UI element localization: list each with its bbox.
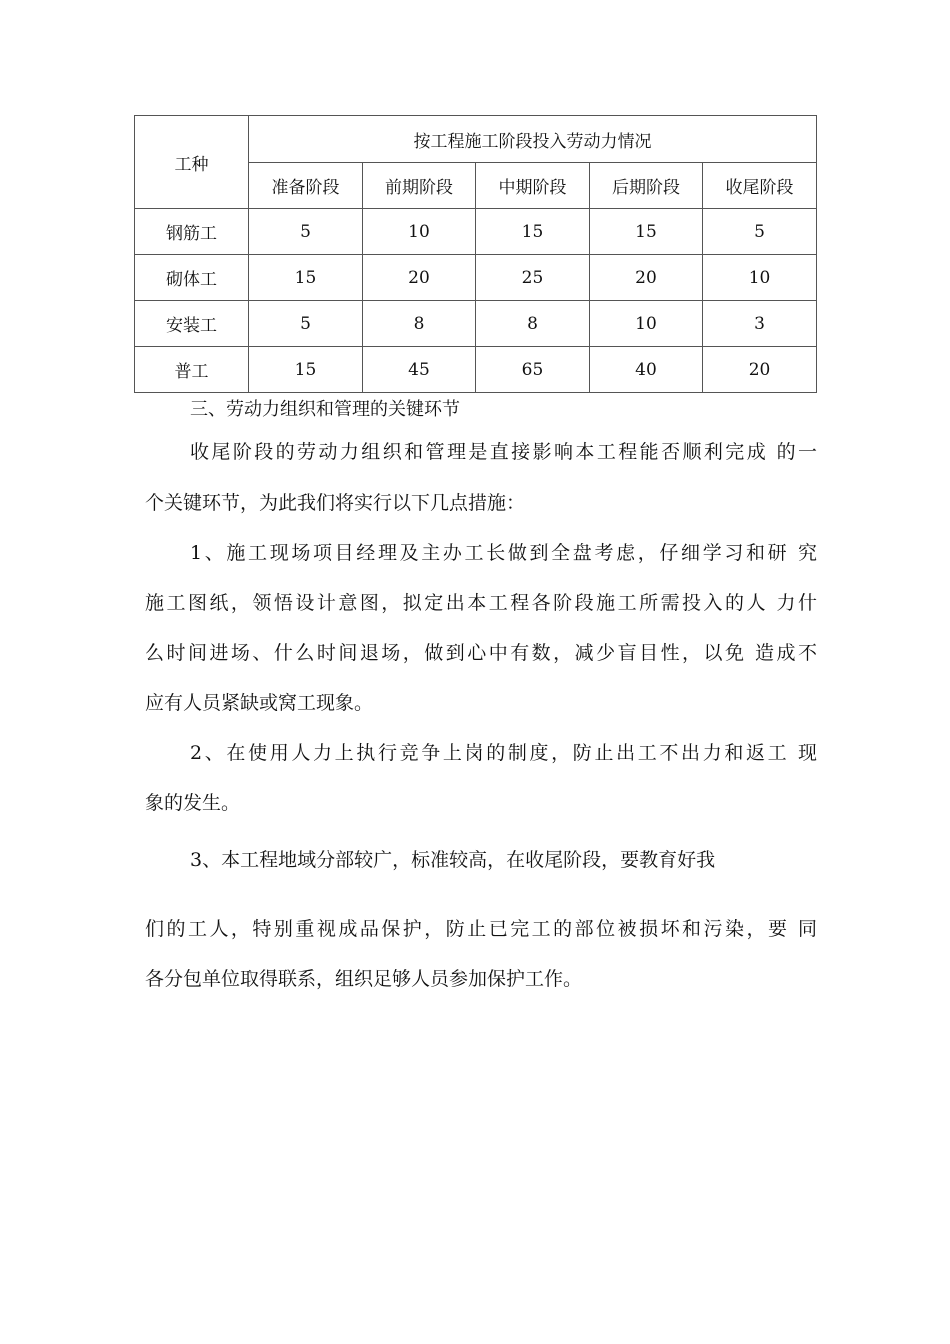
- trade-name: 砌体工: [135, 255, 249, 301]
- paragraph-line: 3、本工程地域分部较广，标准较高，在收尾阶段，要教育好我: [190, 849, 716, 871]
- stage-header: 前期阶段: [363, 163, 476, 209]
- table-cell: 15: [249, 347, 363, 393]
- table-cell: 5: [249, 209, 363, 255]
- paragraph-line: 1、施工现场项目经理及主办工长做到全盘考虑，仔细学习和研 究: [190, 542, 817, 564]
- table-cell: 5: [249, 301, 363, 347]
- paragraph-line: 个关键环节，为此我们将实行以下几点措施：: [145, 492, 526, 514]
- table-cell: 65: [476, 347, 590, 393]
- stage-header: 后期阶段: [590, 163, 703, 209]
- paragraph-line: 施工图纸，领悟设计意图，拟定出本工程各阶段施工所需投入的人 力什: [145, 592, 817, 614]
- table-cell: 10: [590, 301, 703, 347]
- table-cell: 3: [703, 301, 817, 347]
- stage-group-header: 按工程施工阶段投入劳动力情况: [249, 116, 817, 163]
- section-heading: 三、劳动力组织和管理的关键环节: [190, 399, 460, 420]
- table-cell: 15: [249, 255, 363, 301]
- table-cell: 15: [590, 209, 703, 255]
- trade-name: 钢筋工: [135, 209, 249, 255]
- stage-header: 准备阶段: [249, 163, 363, 209]
- trade-name: 普工: [135, 347, 249, 393]
- table-cell: 10: [703, 255, 817, 301]
- paragraph-line: 应有人员紧缺或窝工现象。: [145, 692, 374, 714]
- table-row: [135, 301, 817, 347]
- paragraph-line: 2、在使用人力上执行竞争上岗的制度，防止出工不出力和返工 现: [190, 742, 817, 764]
- table-cell: 8: [363, 301, 476, 347]
- table-cell: 10: [363, 209, 476, 255]
- paragraph-line: 们的工人，特别重视成品保护，防止已完工的部位被损坏和污染，要 同: [145, 918, 817, 940]
- table-cell: 40: [590, 347, 703, 393]
- table-row: [135, 347, 817, 393]
- table-cell: 15: [476, 209, 590, 255]
- labor-table: [134, 115, 817, 393]
- paragraph-line: 象的发生。: [145, 792, 241, 814]
- table-cell: 20: [590, 255, 703, 301]
- stage-header: 收尾阶段: [703, 163, 817, 209]
- stage-header: 中期阶段: [476, 163, 590, 209]
- trade-name: 安装工: [135, 301, 249, 347]
- table-row: [135, 255, 817, 301]
- paragraph-line: 收尾阶段的劳动力组织和管理是直接影响本工程能否顺利完成 的一: [190, 441, 817, 463]
- table-row: [135, 209, 817, 255]
- paragraph-line: 么时间进场、什么时间退场，做到心中有数，减少盲目性，以免 造成不: [145, 642, 817, 664]
- table-cell: 45: [363, 347, 476, 393]
- table-cell: 20: [703, 347, 817, 393]
- paragraph-line: 各分包单位取得联系，组织足够人员参加保护工作。: [145, 968, 583, 990]
- table-cell: 8: [476, 301, 590, 347]
- table-cell: 5: [703, 209, 817, 255]
- table-cell: 25: [476, 255, 590, 301]
- trade-column-header: 工种: [135, 116, 249, 209]
- table-header-row: [135, 116, 817, 163]
- table-cell: 20: [363, 255, 476, 301]
